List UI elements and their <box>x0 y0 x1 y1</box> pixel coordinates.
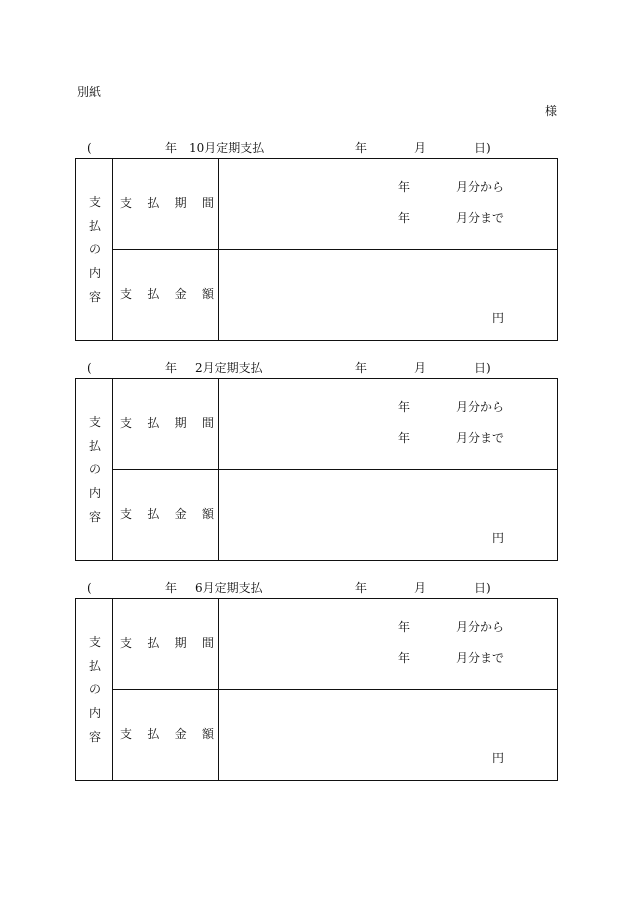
side-label-char: 支 <box>88 415 101 429</box>
payment-table <box>75 158 558 341</box>
yen-unit: 円 <box>492 311 505 325</box>
side-label-char: 容 <box>88 510 101 524</box>
date-year: 年 <box>355 141 368 155</box>
from-month: 月分から <box>456 180 505 194</box>
payment-table <box>75 598 558 781</box>
open-paren: ( <box>87 141 92 155</box>
to-year: 年 <box>398 431 411 445</box>
date-month: 月 <box>414 581 427 595</box>
date-month: 月 <box>414 141 427 155</box>
open-paren: ( <box>87 581 92 595</box>
year-label: 年 <box>165 581 178 595</box>
payment-title: 6月定期支払 <box>195 581 263 595</box>
amount-label: 支 払 金 額 <box>120 287 214 301</box>
to-month: 月分まで <box>456 211 505 225</box>
date-month: 月 <box>414 361 427 375</box>
year-label: 年 <box>165 141 178 155</box>
divider <box>112 469 557 470</box>
period-label: 支 払 期 間 <box>120 416 214 430</box>
sheet-label: 別紙 <box>77 85 102 99</box>
date-day: 日) <box>474 361 491 375</box>
period-label: 支 払 期 間 <box>120 636 214 650</box>
side-label-char: 払 <box>88 659 101 673</box>
side-label-char: 払 <box>88 219 101 233</box>
payment-section-february <box>75 359 558 589</box>
side-label-char: 支 <box>88 195 101 209</box>
from-year: 年 <box>398 620 411 634</box>
payment-title: 2月定期支払 <box>195 361 263 375</box>
yen-unit: 円 <box>492 531 505 545</box>
year-label: 年 <box>165 361 178 375</box>
recipient-suffix: 様 <box>545 104 558 118</box>
divider <box>112 249 557 250</box>
date-year: 年 <box>355 581 368 595</box>
to-year: 年 <box>398 211 411 225</box>
amount-label: 支 払 金 額 <box>120 727 214 741</box>
to-month: 月分まで <box>456 431 505 445</box>
from-month: 月分から <box>456 620 505 634</box>
period-label: 支 払 期 間 <box>120 196 214 210</box>
side-label-char: の <box>88 242 101 256</box>
payment-table <box>75 378 558 561</box>
side-label-char: の <box>88 462 101 476</box>
side-label-char: 払 <box>88 439 101 453</box>
side-label-char: 内 <box>88 266 101 280</box>
side-label-char: の <box>88 682 101 696</box>
payment-section-june <box>75 579 558 809</box>
side-label-char: 内 <box>88 486 101 500</box>
date-day: 日) <box>474 141 491 155</box>
payment-title: 10月定期支払 <box>189 141 265 155</box>
divider <box>112 689 557 690</box>
from-year: 年 <box>398 180 411 194</box>
side-label-char: 内 <box>88 706 101 720</box>
open-paren: ( <box>87 361 92 375</box>
date-day: 日) <box>474 581 491 595</box>
side-label-char: 容 <box>88 730 101 744</box>
to-month: 月分まで <box>456 651 505 665</box>
payment-section-october <box>75 139 558 369</box>
side-label-char: 容 <box>88 290 101 304</box>
yen-unit: 円 <box>492 751 505 765</box>
from-month: 月分から <box>456 400 505 414</box>
section-header <box>75 579 558 599</box>
section-header <box>75 359 558 379</box>
section-header <box>75 139 558 159</box>
amount-label: 支 払 金 額 <box>120 507 214 521</box>
from-year: 年 <box>398 400 411 414</box>
date-year: 年 <box>355 361 368 375</box>
side-label-char: 支 <box>88 635 101 649</box>
to-year: 年 <box>398 651 411 665</box>
